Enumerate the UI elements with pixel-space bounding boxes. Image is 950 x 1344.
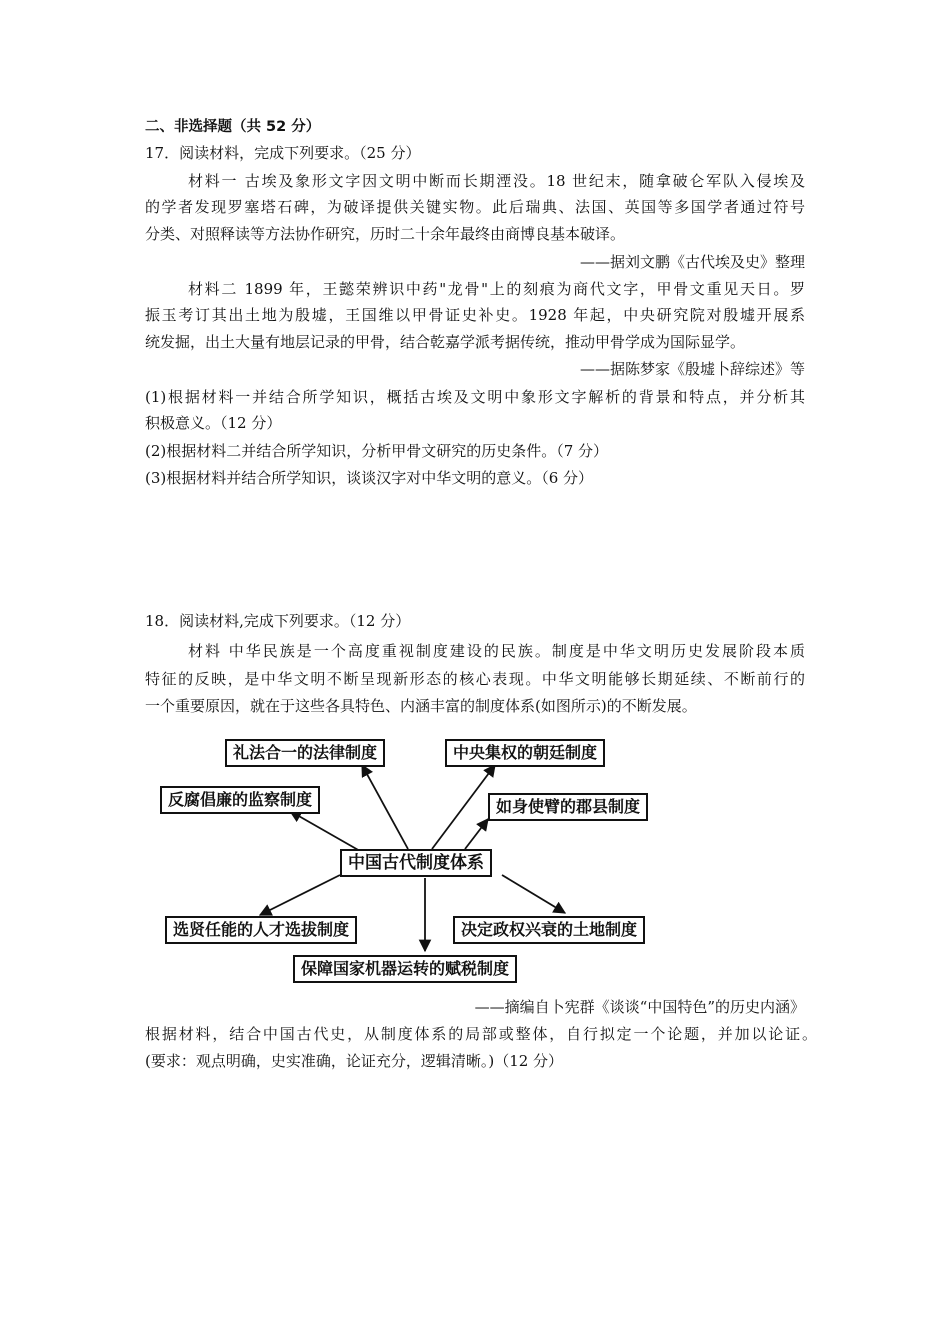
q17-question-line: (2)根据材料二并结合所学知识，分析甲骨文研究的历史条件。（7 分） <box>145 442 609 460</box>
q18-material-line: 一个重要原因，就在于这些各具特色、内涵丰富的制度体系(如图所示)的不断发展。 <box>145 697 697 715</box>
q17-material1-line: 分类、对照释读等方法协作研究，历时二十余年最终由商博良基本破译。 <box>145 225 626 243</box>
node-tax-system: 保障国家机器运转的赋税制度 <box>293 955 517 983</box>
q17-question-line: (1)根据材料一并结合所学知识，概括古埃及文明中象形文字解析的背景和特点，并分析其 <box>145 388 805 406</box>
q17-header: 17．阅读材料，完成下列要求。（25 分） <box>145 144 421 162</box>
q17-question-line: 积极意义。（12 分） <box>145 414 282 432</box>
node-land-system: 决定政权兴衰的土地制度 <box>453 916 645 944</box>
q17-material1-line: 材料一 古埃及象形文字因文明中断而长期湮没。18 世纪末，随拿破仑军队入侵埃及 <box>188 172 805 190</box>
arrow-to-county <box>465 819 488 849</box>
node-court-system: 中央集权的朝廷制度 <box>445 739 605 767</box>
arrow-to-court <box>432 765 495 849</box>
arrow-to-land <box>502 875 565 913</box>
q17-source2: ——据陈梦家《殷墟卜辞综述》等 <box>579 360 805 378</box>
q17-question-line: (3)根据材料并结合所学知识，谈谈汉字对中华文明的意义。（6 分） <box>145 469 594 487</box>
node-supervision-system: 反腐倡廉的监察制度 <box>160 786 320 814</box>
node-talent-system: 选贤任能的人才选拔制度 <box>165 916 357 944</box>
section-title: 二、非选择题（共 52 分） <box>145 119 321 135</box>
arrow-to-talent <box>260 875 340 915</box>
q18-header: 18．阅读材料,完成下列要求。（12 分） <box>145 612 411 630</box>
q18-material-line: 材料 中华民族是一个高度重视制度建设的民族。制度是中华文明历史发展阶段本质 <box>188 642 805 660</box>
q17-source1: ——据刘文鹏《古代埃及史》整理 <box>579 253 805 271</box>
q17-material2-line: 统发掘，出土大量有地层记录的甲骨，结合乾嘉学派考据传统，推动甲骨学成为国际显学。 <box>145 333 746 351</box>
q17-material2-line: 材料二 1899 年，王懿荣辨识中药"龙骨"上的刻痕为商代文字，甲骨文重见天日。罗 <box>188 280 805 298</box>
q18-task-line: (要求：观点明确，史实准确，论证充分，逻辑清晰。)（12 分） <box>145 1052 564 1070</box>
arrow-to-supervision <box>290 811 360 851</box>
q17-material1-line: 的学者发现罗塞塔石碑，为破译提供关键实物。此后瑞典、法国、英国等多国学者通过符号 <box>145 198 805 216</box>
node-center-system: 中国古代制度体系 <box>340 849 492 877</box>
q18-material-line: 特征的反映，是中华文明不断呈现新形态的核心表现。中华文明能够长期延续、不断前行的 <box>145 670 805 688</box>
q18-task-line: 根据材料，结合中国古代史，从制度体系的局部或整体，自行拟定一个论题，并加以论证。 <box>145 1025 817 1043</box>
node-county-system: 如身使臂的郡县制度 <box>488 793 648 821</box>
institution-system-diagram <box>140 733 700 993</box>
arrow-to-law <box>362 765 408 849</box>
q17-material2-line: 振玉考订其出土地为殷墟，王国维以甲骨证史补史。1928 年起，中央研究院对殷墟开展系 <box>145 306 805 324</box>
q18-source: ——摘编自卜宪群《谈谈“中国特色”的历史内涵》 <box>474 998 805 1016</box>
node-law-system: 礼法合一的法律制度 <box>225 739 385 767</box>
